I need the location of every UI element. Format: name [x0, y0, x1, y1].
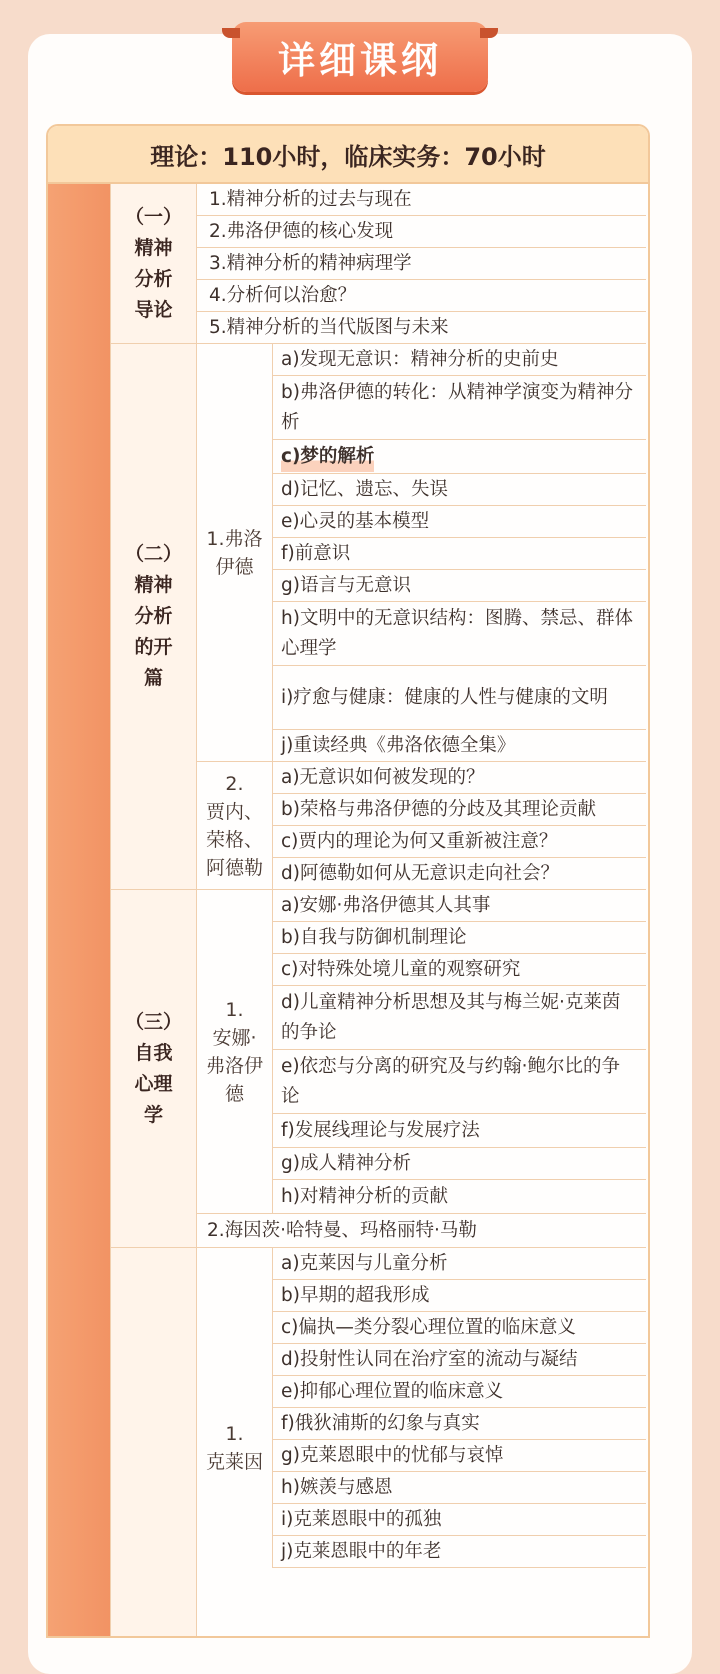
ribbon-left [222, 28, 240, 38]
subsection-label: 2. 贾内、 荣格、 阿德勒 [196, 762, 272, 890]
list-item: c)贾内的理论为何又重新被注意？ [272, 826, 646, 858]
list-item: b)荣格与弗洛伊德的分歧及其理论贡献 [272, 794, 646, 826]
list-item: e)心灵的基本模型 [272, 506, 646, 538]
list-item: 1.精神分析的过去与现在 [196, 184, 646, 216]
list-item: b)自我与防御机制理论 [272, 922, 646, 954]
list-item: f)俄狄浦斯的幻象与真实 [272, 1408, 646, 1440]
list-item: g)语言与无意识 [272, 570, 646, 602]
subsection-label: 1. 克莱因 [196, 1248, 272, 1638]
list-item: f)发展线理论与发展疗法 [272, 1114, 646, 1148]
syllabus-table [46, 124, 650, 1638]
list-item: b)弗洛伊德的转化：从精神学演变为精神分析 [272, 376, 646, 440]
list-item: a)无意识如何被发现的？ [272, 762, 646, 794]
list-item: c)对特殊处境儿童的观察研究 [272, 954, 646, 986]
list-item: j)克莱恩眼中的年老 [272, 1536, 646, 1568]
subsection-label: 1. 安娜· 弗洛伊 德 [196, 890, 272, 1214]
list-item: j)重读经典《弗洛依德全集》 [272, 730, 646, 762]
list-item: e)依恋与分离的研究及与约翰·鲍尔比的争论 [272, 1050, 646, 1114]
list-item: d)记忆、遗忘、失误 [272, 474, 646, 506]
hours-summary: 理论：110小时，临床实务：70小时 [48, 126, 648, 184]
list-item: c)梦的解析 [272, 440, 646, 474]
list-item: a)克莱因与儿童分析 [272, 1248, 646, 1280]
list-item: b)早期的超我形成 [272, 1280, 646, 1312]
list-item: f)前意识 [272, 538, 646, 570]
list-item: c)偏执—类分裂心理位置的临床意义 [272, 1312, 646, 1344]
list-item: 5.精神分析的当代版图与未来 [196, 312, 646, 344]
accent-column [48, 184, 110, 1636]
list-item: h)对精神分析的贡献 [272, 1180, 646, 1214]
section-label: （一） 精神 分析 导论 [110, 184, 196, 344]
list-item: h)文明中的无意识结构：图腾、禁忌、群体心理学 [272, 602, 646, 666]
section-label: （二） 精神 分析 的开 篇 [110, 344, 196, 890]
list-item: 2.海因茨·哈特曼、玛格丽特·马勒 [196, 1214, 646, 1248]
subsection-label: 1.弗洛 伊德 [196, 344, 272, 762]
section-label: （三） 自我 心理 学 [110, 890, 196, 1248]
list-item: d)儿童精神分析思想及其与梅兰妮·克莱茵的争论 [272, 986, 646, 1050]
list-item: d)投射性认同在治疗室的流动与凝结 [272, 1344, 646, 1376]
table-body [48, 184, 648, 1636]
list-item: 4.分析何以治愈？ [196, 280, 646, 312]
list-item: a)安娜·弗洛伊德其人其事 [272, 890, 646, 922]
list-item: d)阿德勒如何从无意识走向社会？ [272, 858, 646, 890]
list-item: i)克莱恩眼中的孤独 [272, 1504, 646, 1536]
title-text: 详细课纲 [278, 39, 442, 82]
list-item: a)发现无意识：精神分析的史前史 [272, 344, 646, 376]
list-item: e)抑郁心理位置的临床意义 [272, 1376, 646, 1408]
section-label [110, 1248, 196, 1638]
list-item: i)疗愈与健康：健康的人性与健康的文明 [272, 666, 646, 730]
list-item: 2.弗洛伊德的核心发现 [196, 216, 646, 248]
list-item: h)嫉羡与感恩 [272, 1472, 646, 1504]
list-item: g)克莱恩眼中的忧郁与哀悼 [272, 1440, 646, 1472]
list-item: g)成人精神分析 [272, 1148, 646, 1180]
page-title [232, 22, 488, 92]
list-item: 3.精神分析的精神病理学 [196, 248, 646, 280]
